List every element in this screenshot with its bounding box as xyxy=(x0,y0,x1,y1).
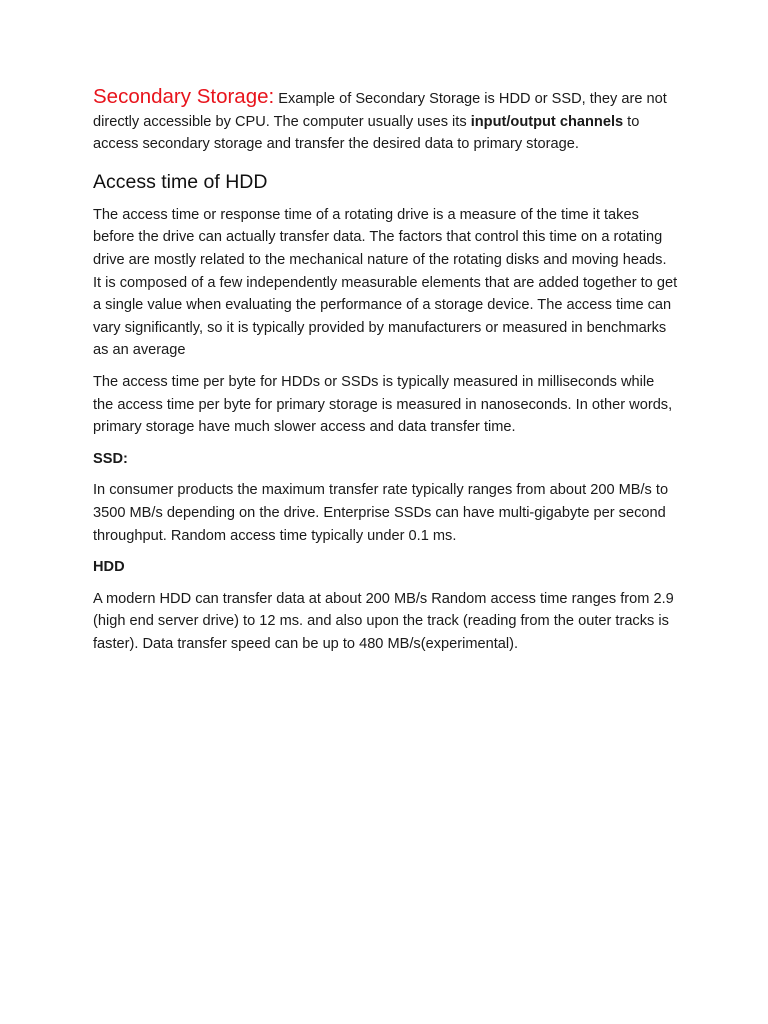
intro-bold-phrase: input/output channels xyxy=(470,113,624,130)
access-time-paragraph: The access time or response time of a rotating drive is a measure of the time it takes before the drive can actually transfer data. The factors that control this time on a rotating drive are mostly related to the mechanical nature of the rotating disks and moving heads. It is composed of a few independently measurable elements that are added together to get a single value when evaluating the performance of a storage device. The access time can vary significantly, so it is typically provided by manufacturers or measured in benchmarks as an average xyxy=(93,206,678,359)
ssd-label: SSD: xyxy=(93,450,128,467)
per-byte-paragraph: The access time per byte for HDDs or SSDs is typically measured in milliseconds while the access time per byte for primary storage is measured in nanoseconds. In other words, primary storage have much slower access and data transfer time. xyxy=(93,373,673,436)
ssd-paragraph: In consumer products the maximum transfer rate typically ranges from about 200 MB/s to 3500 MB/s depending on the drive. Enterprise SSDs can have multi-gigabyte per second throughput. Random access time typically under 0.1 ms. xyxy=(93,482,669,544)
section-heading: Access time of HDD xyxy=(93,170,268,193)
intro-text-after-bold: to access secondary storage and transfer the desired data to primary storage. xyxy=(93,113,640,153)
secondary-storage-lead: Secondary Storage: xyxy=(93,85,275,108)
document-page xyxy=(93,86,678,664)
hdd-paragraph: A modern HDD can transfer data at about 200 MB/s Random access time ranges from 2.9 (high end server drive) to 12 ms. and also upon the track (reading from the outer tracks is faster). Data transfer speed can be up to 480 MB/s(experimental). xyxy=(93,590,674,652)
intro-text-before-bold: Example of Secondary Storage is HDD or SSD, they are not directly accessible by CPU. The computer usually uses its xyxy=(93,91,667,130)
hdd-label: HDD xyxy=(93,559,125,576)
intro-paragraph xyxy=(93,86,678,156)
